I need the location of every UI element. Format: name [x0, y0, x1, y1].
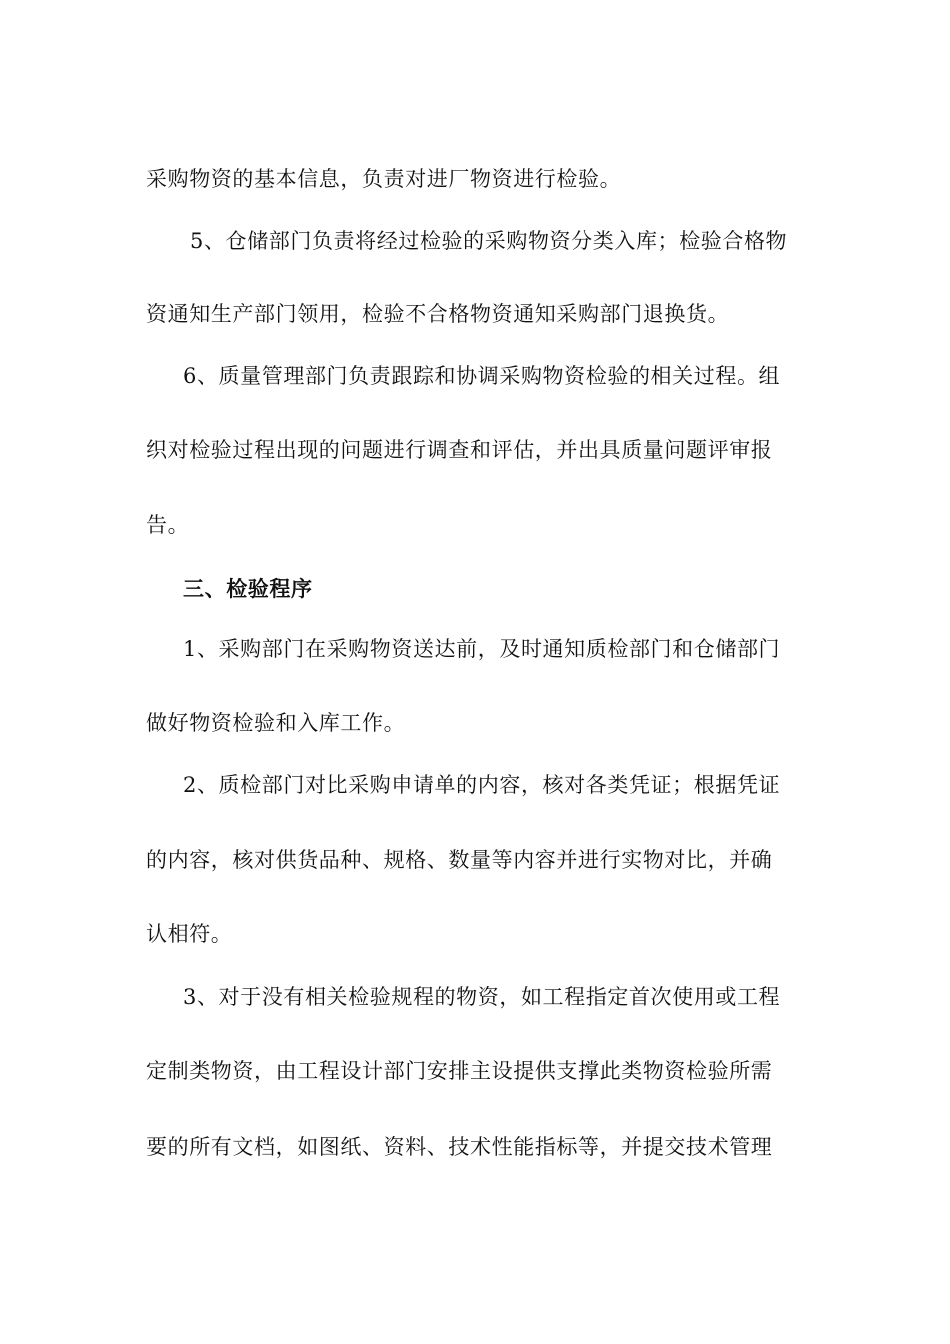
paragraph-line: 1、采购部门在采购物资送达前，及时通知质检部门和仓储部门: [183, 637, 781, 661]
paragraph-line: 织对检验过程出现的问题进行调查和评估，并出具质量问题评审报: [146, 438, 773, 462]
paragraph-line: 做好物资检验和入库工作。: [146, 711, 406, 735]
paragraph-line: 6、质量管理部门负责跟踪和协调采购物资检验的相关过程。组: [183, 364, 781, 388]
section-heading: 三、检验程序: [183, 577, 313, 601]
paragraph-line: 采购物资的基本信息，负责对进厂物资进行检验。: [146, 167, 622, 191]
paragraph-line: 的内容，核对供货品种、规格、数量等内容并进行实物对比，并确: [146, 848, 773, 872]
paragraph-line: 资通知生产部门领用，检验不合格物资通知采购部门退换货。: [146, 302, 730, 326]
paragraph-line: 要的所有文档，如图纸、资料、技术性能指标等，并提交技术管理: [146, 1135, 773, 1159]
paragraph-line: 5、仓储部门负责将经过检验的采购物资分类入库；检验合格物: [190, 229, 788, 253]
paragraph-line: 告。: [146, 513, 190, 537]
paragraph-line: 定制类物资，由工程设计部门安排主设提供支撑此类物资检验所需: [146, 1059, 773, 1083]
paragraph-line: 3、对于没有相关检验规程的物资，如工程指定首次使用或工程: [183, 985, 781, 1009]
paragraph-line: 2、质检部门对比采购申请单的内容，核对各类凭证；根据凭证: [183, 773, 781, 797]
paragraph-line: 认相符。: [146, 922, 233, 946]
